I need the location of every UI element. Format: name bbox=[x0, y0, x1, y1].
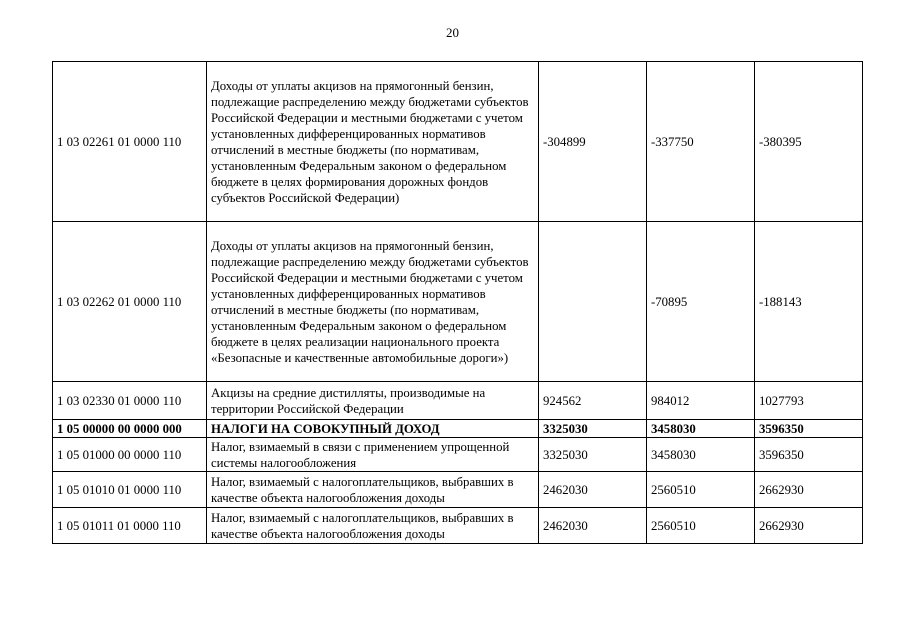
table-row bbox=[53, 438, 863, 472]
value-year2-cell: 2560510 bbox=[647, 472, 755, 508]
value-year2-cell: 2560510 bbox=[647, 508, 755, 544]
value-year2-cell: 3458030 bbox=[647, 420, 755, 438]
value-year1-cell: 924562 bbox=[539, 382, 647, 420]
value-year2-cell: -337750 bbox=[647, 62, 755, 222]
revenue-description-cell: Налог, взимаемый с налогоплательщиков, выбравших в качестве объекта налогообложения доходы bbox=[207, 508, 539, 544]
revenue-code-cell: 1 03 02261 01 0000 110 bbox=[53, 62, 207, 222]
value-year3-cell: -188143 bbox=[755, 222, 863, 382]
table-row bbox=[53, 382, 863, 420]
table-row bbox=[53, 472, 863, 508]
budget-revenue-table bbox=[52, 61, 863, 544]
value-year3-cell: 3596350 bbox=[755, 420, 863, 438]
value-year2-cell: -70895 bbox=[647, 222, 755, 382]
value-year3-cell: 2662930 bbox=[755, 508, 863, 544]
value-year2-cell: 984012 bbox=[647, 382, 755, 420]
value-year1-cell: -304899 bbox=[539, 62, 647, 222]
value-year3-cell: 3596350 bbox=[755, 438, 863, 472]
table-row-section-total bbox=[53, 420, 863, 438]
revenue-code-cell: 1 03 02262 01 0000 110 bbox=[53, 222, 207, 382]
revenue-code-cell: 1 05 01011 01 0000 110 bbox=[53, 508, 207, 544]
revenue-code-cell: 1 05 01000 00 0000 110 bbox=[53, 438, 207, 472]
table-row bbox=[53, 222, 863, 382]
value-year1-cell: 2462030 bbox=[539, 472, 647, 508]
revenue-code-cell: 1 03 02330 01 0000 110 bbox=[53, 382, 207, 420]
revenue-description-cell: Доходы от уплаты акцизов на прямогонный бензин, подлежащие распределению между бюджетами субъектов Российской Федерации и местными бюджетами с учетом установленных дифференцированных нормативов отчислений в местные бюджеты (по нормативам, установленным Федеральным законом о федеральном бюджете в целях реализации национального проекта «Безопасные и качественные автомобильные дороги») bbox=[207, 222, 539, 382]
value-year3-cell: 1027793 bbox=[755, 382, 863, 420]
revenue-code-cell: 1 05 01010 01 0000 110 bbox=[53, 472, 207, 508]
table-row bbox=[53, 62, 863, 222]
revenue-description-cell: Акцизы на средние дистилляты, производимые на территории Российской Федерации bbox=[207, 382, 539, 420]
value-year1-cell bbox=[539, 222, 647, 382]
revenue-description-cell: НАЛОГИ НА СОВОКУПНЫЙ ДОХОД bbox=[207, 420, 539, 438]
value-year2-cell: 3458030 bbox=[647, 438, 755, 472]
value-year1-cell: 3325030 bbox=[539, 438, 647, 472]
value-year3-cell: 2662930 bbox=[755, 472, 863, 508]
table-row bbox=[53, 508, 863, 544]
revenue-description-cell: Налог, взимаемый с налогоплательщиков, выбравших в качестве объекта налогообложения доходы bbox=[207, 472, 539, 508]
value-year1-cell: 3325030 bbox=[539, 420, 647, 438]
value-year1-cell: 2462030 bbox=[539, 508, 647, 544]
page-number: 20 bbox=[446, 25, 459, 40]
value-year3-cell: -380395 bbox=[755, 62, 863, 222]
revenue-description-cell: Доходы от уплаты акцизов на прямогонный бензин, подлежащие распределению между бюджетами субъектов Российской Федерации и местными бюджетами с учетом установленных дифференцированных нормативов отчислений в местные бюджеты (по нормативам, установленным Федеральным законом о федеральном бюджете в целях формирования дорожных фондов субъектов Российской Федерации) bbox=[207, 62, 539, 222]
revenue-code-cell: 1 05 00000 00 0000 000 bbox=[53, 420, 207, 438]
revenue-description-cell: Налог, взимаемый в связи с применением упрощенной системы налогообложения bbox=[207, 438, 539, 472]
